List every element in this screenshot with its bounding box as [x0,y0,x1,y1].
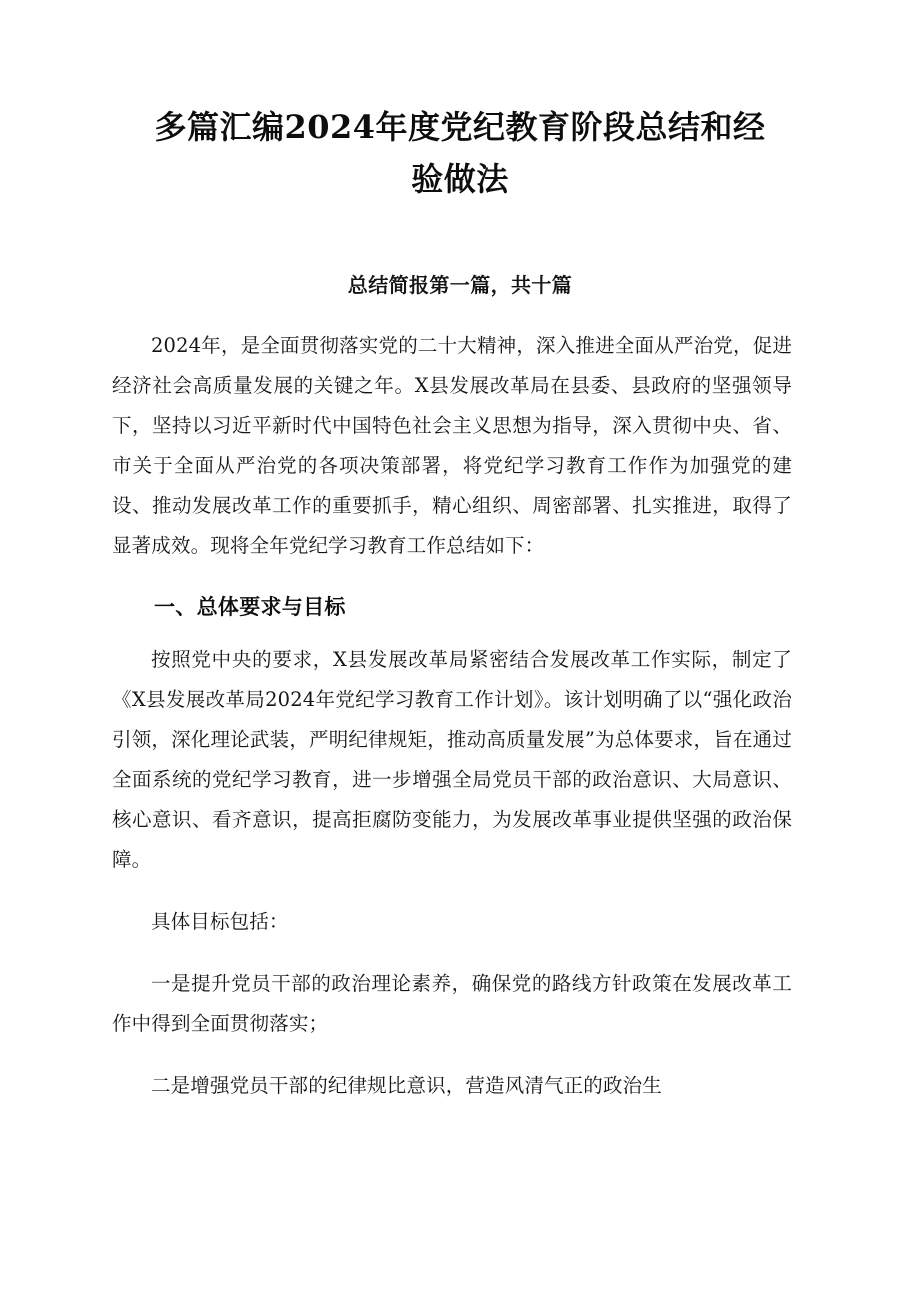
spacer [112,628,792,640]
spacer [112,1044,792,1066]
paragraph-overall-requirements: 按照党中央的要求，X县发展改革局紧密结合发展改革工作实际，制定了《X县发展改革局2024年党纪学习教育工作计划》。该计划明确了以“强化政治引领，深化理论武装，严明纪律规矩，推动高质量发展”为总体要求，旨在通过全面系统的党纪学习教育，进一步增强全局党员干部的政治意识、大局意识、核心意识、看齐意识，提高拒腐防变能力，为发展改革事业提供坚强的政治保障。 [112,648,792,871]
spacer [112,566,792,588]
document-subtitle: 总结简报第一篇，共十篇 [347,275,573,297]
paragraph-objectives-lead: 具体目标包括： [151,910,289,933]
paragraph-objective-one: 一是提升党员干部的政治理论素养，确保党的路线方针政策在发展改革工作中得到全面贯彻落实； [112,972,792,1035]
document-title-line-1 [140,101,780,153]
section-heading-one: 一、总体要求与目标 [154,596,346,619]
title-line-2-text: 验做法 [411,160,509,198]
paragraph-intro: 2024年，是全面贯彻落实党的二十大精神，深入推进全面从严治党，促进经济社会高质量发展的关键之年。X县发展改革局在县委、县政府的坚强领导下，坚持以习近平新时代中国特色社会主义思想为指导，深入贯彻中央、省、市关于全面从严治党的各项决策部署，将党纪学习教育工作作为加强党的建设、推动发展改革工作的重要抓手，精心组织、周密部署、扎实推进，取得了显著成效。现将全年党纪学习教育工作总结如下： [112,334,792,557]
paragraph-objective-two: 二是增强党员干部的纪律规比意识，营造风清气正的政治生 [151,1074,662,1097]
spacer [112,880,792,902]
title-line-1-text: 多篇汇编2024年度党纪教育阶段总结和经 [154,108,766,146]
spacer [112,942,792,964]
document-title [140,101,780,205]
document-title-line-2 [140,153,780,205]
document-body [112,326,792,1106]
